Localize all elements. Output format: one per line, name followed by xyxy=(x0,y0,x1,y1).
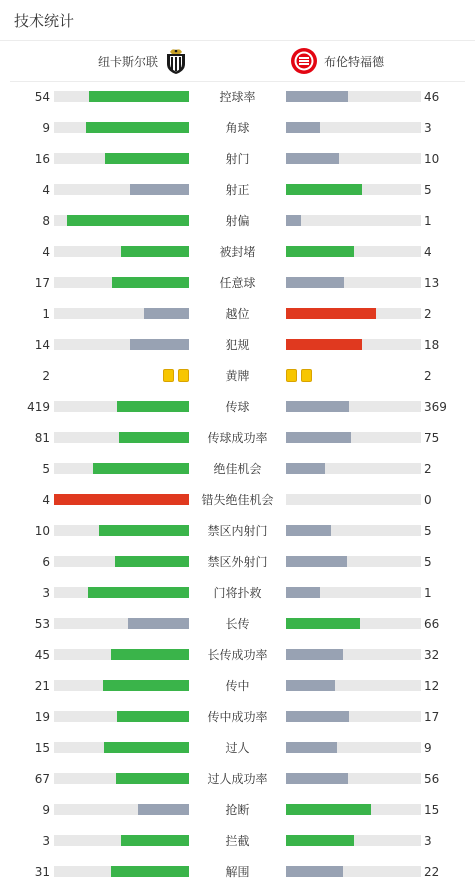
home-value: 19 xyxy=(34,710,50,724)
away-bar-track xyxy=(286,401,421,412)
home-value: 419 xyxy=(27,400,50,414)
away-value: 5 xyxy=(424,555,432,569)
home-value: 16 xyxy=(34,152,50,166)
stat-row xyxy=(0,608,475,639)
home-bar-track xyxy=(54,463,189,474)
home-bar-fill xyxy=(103,680,189,691)
stat-row xyxy=(0,577,475,608)
stat-row xyxy=(0,825,475,856)
away-bar-track xyxy=(286,866,421,877)
away-bar-fill xyxy=(286,184,362,195)
away-bar-fill xyxy=(286,246,354,257)
away-bar-track xyxy=(286,556,421,567)
home-value: 8 xyxy=(42,214,50,228)
home-bar-track xyxy=(54,153,189,164)
away-value: 3 xyxy=(424,121,432,135)
home-bar-track xyxy=(54,835,189,846)
away-bar-fill xyxy=(286,215,301,226)
yellow-card-icon xyxy=(301,369,312,382)
away-value: 32 xyxy=(424,648,440,662)
away-value: 2 xyxy=(424,462,432,476)
home-value: 4 xyxy=(42,493,50,507)
home-value: 31 xyxy=(34,865,50,879)
away-bar-track xyxy=(286,742,421,753)
away-bar-fill xyxy=(286,835,354,846)
home-bar-track xyxy=(54,184,189,195)
stat-row xyxy=(0,360,475,391)
away-value: 17 xyxy=(424,710,440,724)
away-value: 1 xyxy=(424,214,432,228)
away-bar-track xyxy=(286,246,421,257)
brentford-crest-icon xyxy=(290,47,318,75)
home-bar-track xyxy=(54,494,189,505)
stat-label: 黄牌 xyxy=(225,369,250,383)
stat-label: 被封堵 xyxy=(219,245,256,259)
stat-label: 射正 xyxy=(225,183,250,197)
away-bar-fill xyxy=(286,308,376,319)
home-value: 2 xyxy=(42,369,50,383)
home-bar-fill xyxy=(104,742,189,753)
away-bar-fill xyxy=(286,277,344,288)
stat-label: 控球率 xyxy=(219,90,256,104)
home-bar-fill xyxy=(88,587,189,598)
away-cards xyxy=(286,369,421,382)
yellow-card-icon xyxy=(178,369,189,382)
home-bar-fill xyxy=(105,153,189,164)
home-value: 15 xyxy=(34,741,50,755)
away-value: 75 xyxy=(424,431,440,445)
home-bar-track xyxy=(54,122,189,133)
home-bar-fill xyxy=(67,215,189,226)
home-bar-track xyxy=(54,804,189,815)
away-value: 9 xyxy=(424,741,432,755)
home-value: 1 xyxy=(42,307,50,321)
stat-label: 过人 xyxy=(225,741,250,755)
home-bar-track xyxy=(54,432,189,443)
away-value: 3 xyxy=(424,834,432,848)
away-bar-track xyxy=(286,308,421,319)
home-bar-track xyxy=(54,525,189,536)
home-bar-fill xyxy=(111,649,189,660)
home-bar-fill xyxy=(119,432,189,443)
stat-row xyxy=(0,763,475,794)
away-bar-fill xyxy=(286,339,362,350)
home-value: 6 xyxy=(42,555,50,569)
stat-label: 传中 xyxy=(225,679,250,693)
home-bar-track xyxy=(54,246,189,257)
home-value: 9 xyxy=(42,121,50,135)
stat-label: 错失绝佳机会 xyxy=(201,493,274,507)
home-bar-track xyxy=(54,742,189,753)
home-bar-fill xyxy=(128,618,189,629)
stat-label: 绝佳机会 xyxy=(213,462,262,476)
stat-label: 越位 xyxy=(225,307,250,321)
away-value: 4 xyxy=(424,245,432,259)
away-value: 13 xyxy=(424,276,440,290)
home-bar-fill xyxy=(54,494,189,505)
away-bar-fill xyxy=(286,401,349,412)
stat-label: 门将扑救 xyxy=(213,586,262,600)
home-bar-fill xyxy=(93,463,189,474)
away-bar-track xyxy=(286,587,421,598)
stat-row xyxy=(0,174,475,205)
away-bar-fill xyxy=(286,153,339,164)
home-bar-fill xyxy=(121,835,189,846)
away-bar-track xyxy=(286,277,421,288)
away-bar-track xyxy=(286,618,421,629)
stats-list xyxy=(0,81,475,887)
stat-label: 传中成功率 xyxy=(207,710,268,724)
home-bar-track xyxy=(54,618,189,629)
away-value: 1 xyxy=(424,586,432,600)
away-bar-fill xyxy=(286,463,325,474)
stat-label: 任意球 xyxy=(219,276,256,290)
home-bar-fill xyxy=(138,804,189,815)
home-bar-track xyxy=(54,649,189,660)
home-bar-track xyxy=(54,308,189,319)
home-bar-track xyxy=(54,866,189,877)
away-bar-track xyxy=(286,773,421,784)
away-bar-fill xyxy=(286,866,343,877)
home-value: 3 xyxy=(42,834,50,848)
home-bar-fill xyxy=(86,122,189,133)
away-bar-fill xyxy=(286,525,331,536)
away-bar-track xyxy=(286,835,421,846)
away-bar-track xyxy=(286,463,421,474)
home-value: 14 xyxy=(34,338,50,352)
away-bar-track xyxy=(286,680,421,691)
away-bar-fill xyxy=(286,618,360,629)
away-bar-fill xyxy=(286,122,320,133)
stat-label: 禁区外射门 xyxy=(207,555,268,569)
home-bar-track xyxy=(54,556,189,567)
home-team-name: 纽卡斯尔联 xyxy=(97,54,158,69)
stat-row xyxy=(0,794,475,825)
home-bar-fill xyxy=(116,773,189,784)
home-bar-track xyxy=(54,339,189,350)
stat-row xyxy=(0,453,475,484)
home-bar-fill xyxy=(111,866,189,877)
stat-label: 角球 xyxy=(225,121,250,135)
home-value: 10 xyxy=(34,524,50,538)
away-bar-track xyxy=(286,525,421,536)
away-bar-track xyxy=(286,711,421,722)
home-bar-track xyxy=(54,711,189,722)
away-bar-fill xyxy=(286,711,349,722)
stat-label: 犯规 xyxy=(225,338,250,352)
stat-label: 长传 xyxy=(225,617,250,631)
stat-row xyxy=(0,81,475,112)
home-bar-fill xyxy=(117,401,189,412)
stat-row xyxy=(0,515,475,546)
home-bar-fill xyxy=(117,711,189,722)
away-value: 22 xyxy=(424,865,440,879)
away-bar-track xyxy=(286,804,421,815)
home-value: 54 xyxy=(34,90,50,104)
stat-row xyxy=(0,732,475,763)
home-bar-track xyxy=(54,277,189,288)
stat-row xyxy=(0,639,475,670)
away-value: 5 xyxy=(424,524,432,538)
stat-row xyxy=(0,236,475,267)
away-team-name: 布伦特福德 xyxy=(324,54,385,69)
stat-row xyxy=(0,391,475,422)
home-bar-fill xyxy=(112,277,189,288)
home-bar-track xyxy=(54,91,189,102)
away-bar-track xyxy=(286,649,421,660)
home-bar-track xyxy=(54,215,189,226)
newcastle-crest-icon xyxy=(162,47,190,75)
away-bar-fill xyxy=(286,742,337,753)
away-bar-track xyxy=(286,215,421,226)
away-bar-fill xyxy=(286,680,335,691)
home-bar-track xyxy=(54,587,189,598)
stat-row xyxy=(0,856,475,887)
yellow-card-icon xyxy=(286,369,297,382)
home-value: 4 xyxy=(42,183,50,197)
away-value: 2 xyxy=(424,307,432,321)
away-bar-fill xyxy=(286,587,320,598)
away-bar-fill xyxy=(286,91,348,102)
away-value: 0 xyxy=(424,493,432,507)
stat-row xyxy=(0,422,475,453)
home-bar-fill xyxy=(115,556,189,567)
away-value: 10 xyxy=(424,152,440,166)
home-team[interactable] xyxy=(98,47,190,75)
stat-label: 射门 xyxy=(225,152,250,166)
home-bar-track xyxy=(54,680,189,691)
stat-label: 长传成功率 xyxy=(207,648,268,662)
stat-label: 拦截 xyxy=(225,834,250,848)
home-value: 17 xyxy=(34,276,50,290)
home-bar-fill xyxy=(130,339,189,350)
away-team[interactable] xyxy=(290,47,384,75)
away-bar-track xyxy=(286,432,421,443)
stat-label: 抢断 xyxy=(225,803,250,817)
away-value: 369 xyxy=(424,400,447,414)
away-bar-fill xyxy=(286,804,371,815)
stat-row xyxy=(0,298,475,329)
stat-row xyxy=(0,701,475,732)
away-value: 56 xyxy=(424,772,440,786)
away-value: 12 xyxy=(424,679,440,693)
away-value: 66 xyxy=(424,617,440,631)
away-bar-track xyxy=(286,122,421,133)
home-value: 9 xyxy=(42,803,50,817)
home-value: 21 xyxy=(34,679,50,693)
stat-label: 传球成功率 xyxy=(207,431,268,445)
stat-row xyxy=(0,546,475,577)
stat-row xyxy=(0,670,475,701)
stat-label: 禁区内射门 xyxy=(207,524,268,538)
home-bar-fill xyxy=(121,246,189,257)
home-bar-fill xyxy=(144,308,189,319)
home-value: 67 xyxy=(34,772,50,786)
away-value: 5 xyxy=(424,183,432,197)
stat-row xyxy=(0,143,475,174)
home-bar-track xyxy=(54,401,189,412)
away-bar-track xyxy=(286,91,421,102)
stat-row xyxy=(0,112,475,143)
stat-label: 过人成功率 xyxy=(207,772,268,786)
home-value: 4 xyxy=(42,245,50,259)
home-bar-fill xyxy=(130,184,189,195)
home-value: 3 xyxy=(42,586,50,600)
stat-label: 解围 xyxy=(225,865,250,879)
stat-row xyxy=(0,329,475,360)
away-bar-track xyxy=(286,184,421,195)
away-bar-fill xyxy=(286,773,348,784)
away-bar-fill xyxy=(286,432,351,443)
home-bar-track xyxy=(54,773,189,784)
stat-row xyxy=(0,267,475,298)
home-value: 81 xyxy=(34,431,50,445)
away-bar-track xyxy=(286,494,421,505)
stat-label: 传球 xyxy=(225,400,250,414)
home-value: 5 xyxy=(42,462,50,476)
home-value: 45 xyxy=(34,648,50,662)
stat-row xyxy=(0,205,475,236)
away-value: 18 xyxy=(424,338,440,352)
away-bar-fill xyxy=(286,556,347,567)
away-bar-track xyxy=(286,153,421,164)
away-value: 2 xyxy=(424,369,432,383)
home-bar-fill xyxy=(99,525,189,536)
stat-label: 射偏 xyxy=(225,214,250,228)
away-bar-track xyxy=(286,339,421,350)
yellow-card-icon xyxy=(163,369,174,382)
teams-header xyxy=(0,41,475,82)
stat-row xyxy=(0,484,475,515)
page-title: 技术统计 xyxy=(14,12,75,30)
home-bar-fill xyxy=(89,91,189,102)
away-bar-fill xyxy=(286,649,343,660)
home-cards xyxy=(54,369,189,382)
home-value: 53 xyxy=(34,617,50,631)
away-value: 46 xyxy=(424,90,440,104)
away-value: 15 xyxy=(424,803,440,817)
